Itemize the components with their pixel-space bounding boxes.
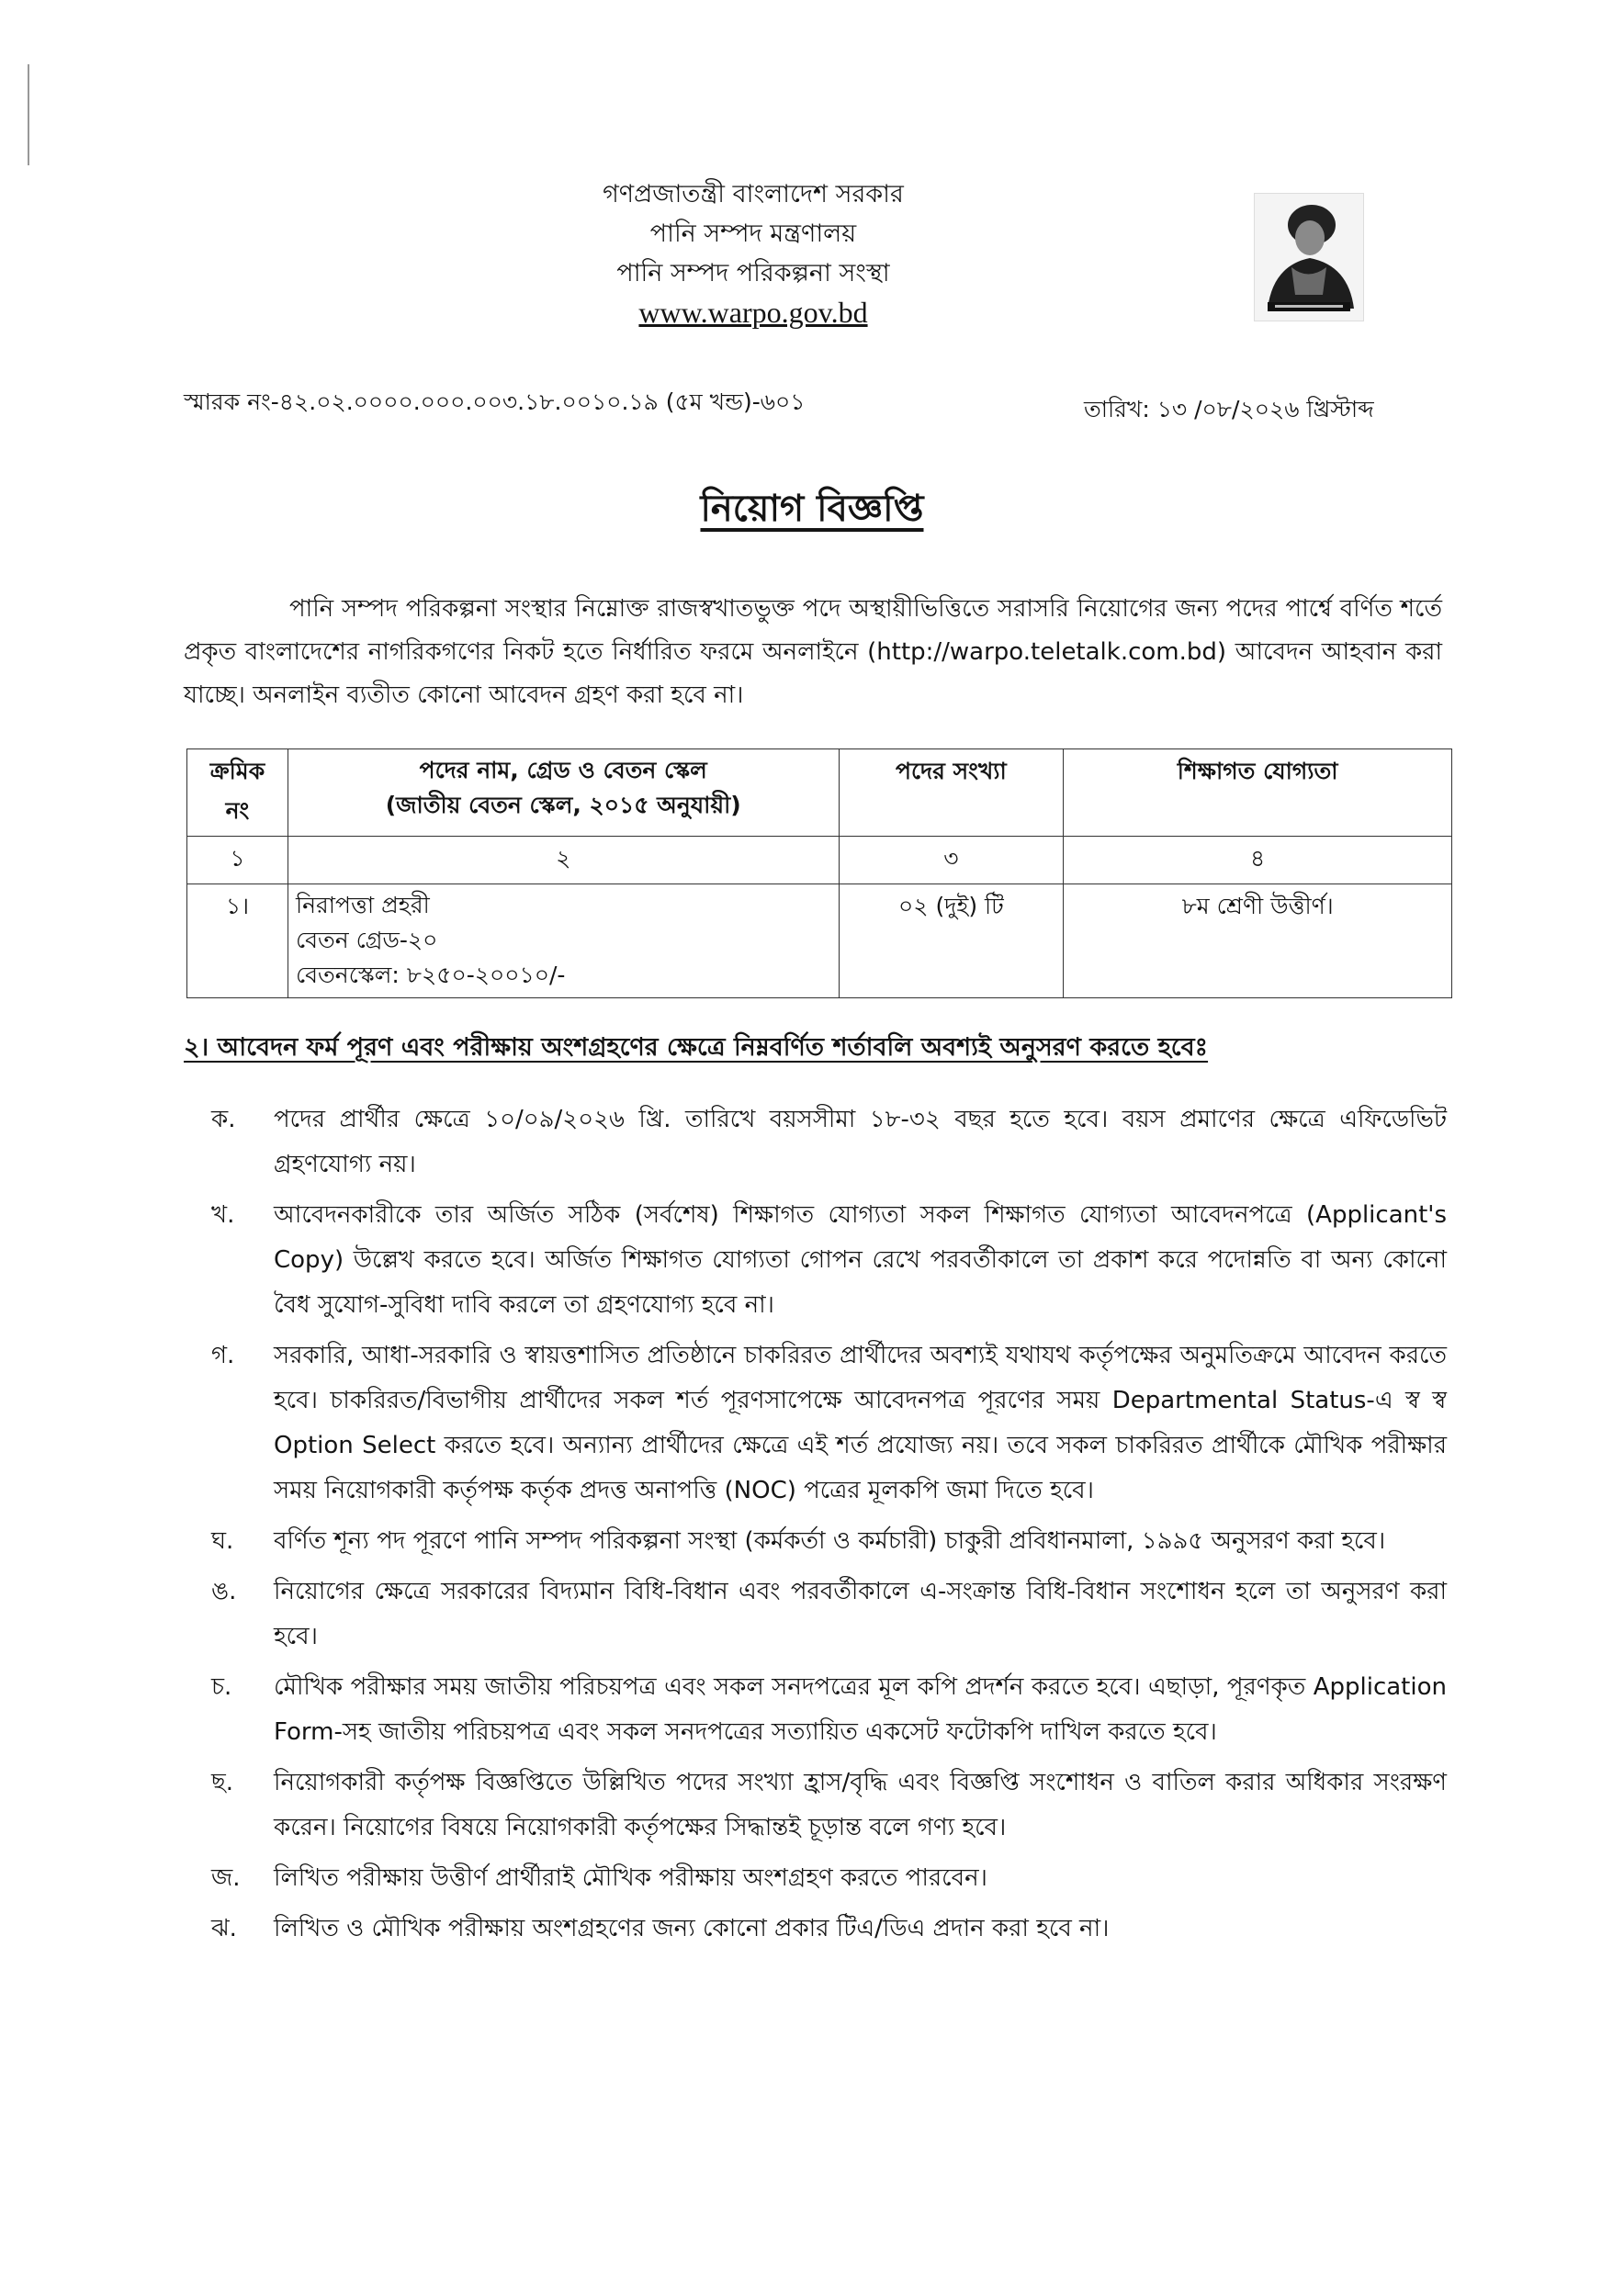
- item-text: নিয়োগের ক্ষেত্রে সরকারের বিদ্যমান বিধি-বিধান এবং পরবর্তীকালে এ-সংক্রান্ত বিধি-বিধান সংশোধন হলে তা অনুসরণ করা হবে।: [274, 1578, 1447, 1650]
- posts-table: [186, 748, 1452, 998]
- item-marker: খ.: [211, 1201, 235, 1229]
- item-marker: গ.: [211, 1342, 235, 1369]
- item-marker: চ.: [211, 1673, 232, 1701]
- notice-title-text: নিয়োগ বিজ্ঞপ্তি: [700, 488, 924, 530]
- column-number: ৪: [1064, 837, 1452, 884]
- list-item: [211, 1761, 1447, 1851]
- list-item: [211, 1570, 1447, 1660]
- table-header-row: [187, 749, 1452, 837]
- item-marker: ছ.: [211, 1769, 234, 1796]
- item-marker: ঙ.: [211, 1578, 237, 1605]
- portrait-icon: [1255, 194, 1363, 321]
- list-item: [211, 1193, 1447, 1328]
- list-item: [211, 1856, 1447, 1901]
- item-marker: ক.: [211, 1106, 236, 1133]
- item-text: আবেদনকারীকে তার অর্জিত সঠিক (সর্বশেষ) শিক্ষাগত যোগ্যতা সকল শিক্ষাগত যোগ্যতা আবেদনপত্রে (Applicant's Copy) উল্লেখ করতে হবে। অর্জিত শিক্ষাগত যোগ্যতা গোপন রেখে পরবর্তীকালে তা প্রকাশ করে পদোন্নতি বা অন্য কোনো বৈধ সুযোগ-সুবিধা দাবি করলে তা গ্রহণযোগ্য হবে না।: [274, 1201, 1447, 1319]
- notice-title: [0, 479, 1624, 541]
- conditions-list: [211, 1097, 1447, 1957]
- government-name: গণপ্রজাতন্ত্রী বাংলাদেশ সরকার: [603, 180, 904, 208]
- header-post: [288, 749, 839, 837]
- table-row: [187, 884, 1452, 998]
- intro-paragraph: [184, 588, 1442, 717]
- row-post: [288, 884, 839, 998]
- letterhead: [514, 174, 992, 332]
- column-number: ২: [288, 837, 839, 884]
- post-name: নিরাপত্তা প্রহরী: [295, 892, 430, 918]
- header-count: পদের সংখ্যা: [839, 749, 1064, 837]
- header-post-line2: (জাতীয় বেতন স্কেল, ২০১৫ অনুযায়ী): [385, 792, 741, 818]
- post-grade: বেতন গ্রেড-২০: [295, 927, 438, 953]
- website-link[interactable]: www.warpo.gov.bd: [638, 296, 868, 329]
- item-text: পদের প্রার্থীর ক্ষেত্রে ১০/০৯/২০২৬ খ্রি. তারিখে বয়সসীমা ১৮-৩২ বছর হতে হবে। বয়স প্রমাণের ক্ষেত্রে এফিডেভিট গ্রহণযোগ্য নয়।: [274, 1106, 1447, 1178]
- header-qualification: শিক্ষাগত যোগ্যতা: [1064, 749, 1452, 837]
- organization-name: পানি সম্পদ পরিকল্পনা সংস্থা: [616, 259, 890, 287]
- portrait-emblem: [1254, 193, 1364, 321]
- section-heading: ২। আবেদন ফর্ম পূরণ এবং পরীক্ষায় অংশগ্রহণের ক্ষেত্রে নিম্নবর্ণিত শর্তাবলি অবশ্যই অনুসরণ করতে হবেঃ: [184, 1033, 1209, 1062]
- list-item: [211, 1665, 1447, 1755]
- item-marker: জ.: [211, 1864, 241, 1892]
- scan-mark: [28, 64, 29, 165]
- item-text: বর্ণিত শূন্য পদ পূরণে পানি সম্পদ পরিকল্পনা সংস্থা (কর্মকর্তা ও কর্মচারী) চাকুরী প্রবিধানমালা, ১৯৯৫ অনুসরণ করা হবে।: [274, 1527, 1386, 1555]
- column-number: ১: [187, 837, 288, 884]
- header-serial: ক্রমিক নং: [187, 749, 288, 837]
- column-number: ৩: [839, 837, 1064, 884]
- ministry-name: পানি সম্পদ মন্ত্রণালয়: [649, 219, 857, 248]
- list-item: [211, 1097, 1447, 1187]
- column-number-row: [187, 837, 1452, 884]
- intro-text: পানি সম্পদ পরিকল্পনা সংস্থার নিম্নোক্ত রাজস্বখাতভুক্ত পদে অস্থায়ীভিত্তিতে সরাসরি নিয়োগের জন্য পদের পার্শ্বে বর্ণিত শর্তে প্রকৃত বাংলাদেশের নাগরিকগণের নিকট হতে নির্ধারিত ফরমে অনলাইনে (http://warpo.teletalk.com.bd) আবেদন আহবান করা যাচ্ছে। অনলাইন ব্যতীত কোনো আবেদন গ্রহণ করা হবে না।: [184, 595, 1442, 709]
- row-count: ০২ (দুই) টি: [839, 884, 1064, 998]
- item-marker: ঘ.: [211, 1527, 234, 1555]
- issue-date: তারিখ: ১৩ /০৮/২০২৬ খ্রিস্টাব্দ: [1084, 396, 1374, 422]
- list-item: [211, 1907, 1447, 1952]
- memo-number: স্মারক নং-৪২.০২.০০০০.০০০.০০৩.১৮.০০১০.১৯ (৫ম খন্ড)-৬০১: [184, 388, 806, 415]
- row-qualification: ৮ম শ্রেণী উত্তীর্ণ।: [1064, 884, 1452, 998]
- list-item: [211, 1334, 1447, 1514]
- item-text: নিয়োগকারী কর্তৃপক্ষ বিজ্ঞপ্তিতে উল্লিখিত পদের সংখ্যা হ্রাস/বৃদ্ধি এবং বিজ্ঞপ্তি সংশোধন ও বাতিল করার অধিকার সংরক্ষণ করেন। নিয়োগের বিষয়ে নিয়োগকারী কর্তৃপক্ষের সিদ্ধান্তই চূড়ান্ত বলে গণ্য হবে।: [274, 1769, 1447, 1841]
- item-text: মৌখিক পরীক্ষার সময় জাতীয় পরিচয়পত্র এবং সকল সনদপত্রের মূল কপি প্রদর্শন করতে হবে। এছাড়া, পূরণকৃত Application Form-সহ জাতীয় পরিচয়পত্র এবং সকল সনদপত্রের সত্যায়িত একসেট ফটোকপি দাখিল করতে হবে।: [274, 1673, 1447, 1746]
- header-post-line1: পদের নাম, গ্রেড ও বেতন স্কেল: [419, 757, 707, 783]
- item-text: লিখিত পরীক্ষায় উত্তীর্ণ প্রার্থীরাই মৌখিক পরীক্ষায় অংশগ্রহণ করতে পারবেন।: [274, 1864, 987, 1892]
- list-item: [211, 1519, 1447, 1564]
- post-scale: বেতনস্কেল: ৮২৫০-২০০১০/-: [295, 962, 566, 988]
- row-serial: ১।: [187, 884, 288, 998]
- item-text: সরকারি, আধা-সরকারি ও স্বায়ত্তশাসিত প্রতিষ্ঠানে চাকরিরত প্রার্থীদের অবশ্যই যথাযথ কর্তৃপক্ষের অনুমতিক্রমে আবেদন করতে হবে। চাকরিরত/বিভাগীয় প্রার্থীদের সকল শর্ত পূরণসাপেক্ষে আবেদনপত্র পূরণের সময় Departmental Status-এ স্ব স্ব Option Select করতে হবে। অন্যান্য প্রার্থীদের ক্ষেত্রে এই শর্ত প্রযোজ্য নয়। তবে সকল চাকরিরত প্রার্থীকে মৌখিক পরীক্ষার সময় নিয়োগকারী কর্তৃপক্ষ কর্তৃক প্রদত্ত অনাপত্তি (NOC) পত্রের মূলকপি জমা দিতে হবে।: [274, 1342, 1447, 1504]
- item-marker: ঝ.: [211, 1915, 237, 1942]
- item-text: লিখিত ও মৌখিক পরীক্ষায় অংশগ্রহণের জন্য কোনো প্রকার টিএ/ডিএ প্রদান করা হবে না।: [274, 1915, 1110, 1942]
